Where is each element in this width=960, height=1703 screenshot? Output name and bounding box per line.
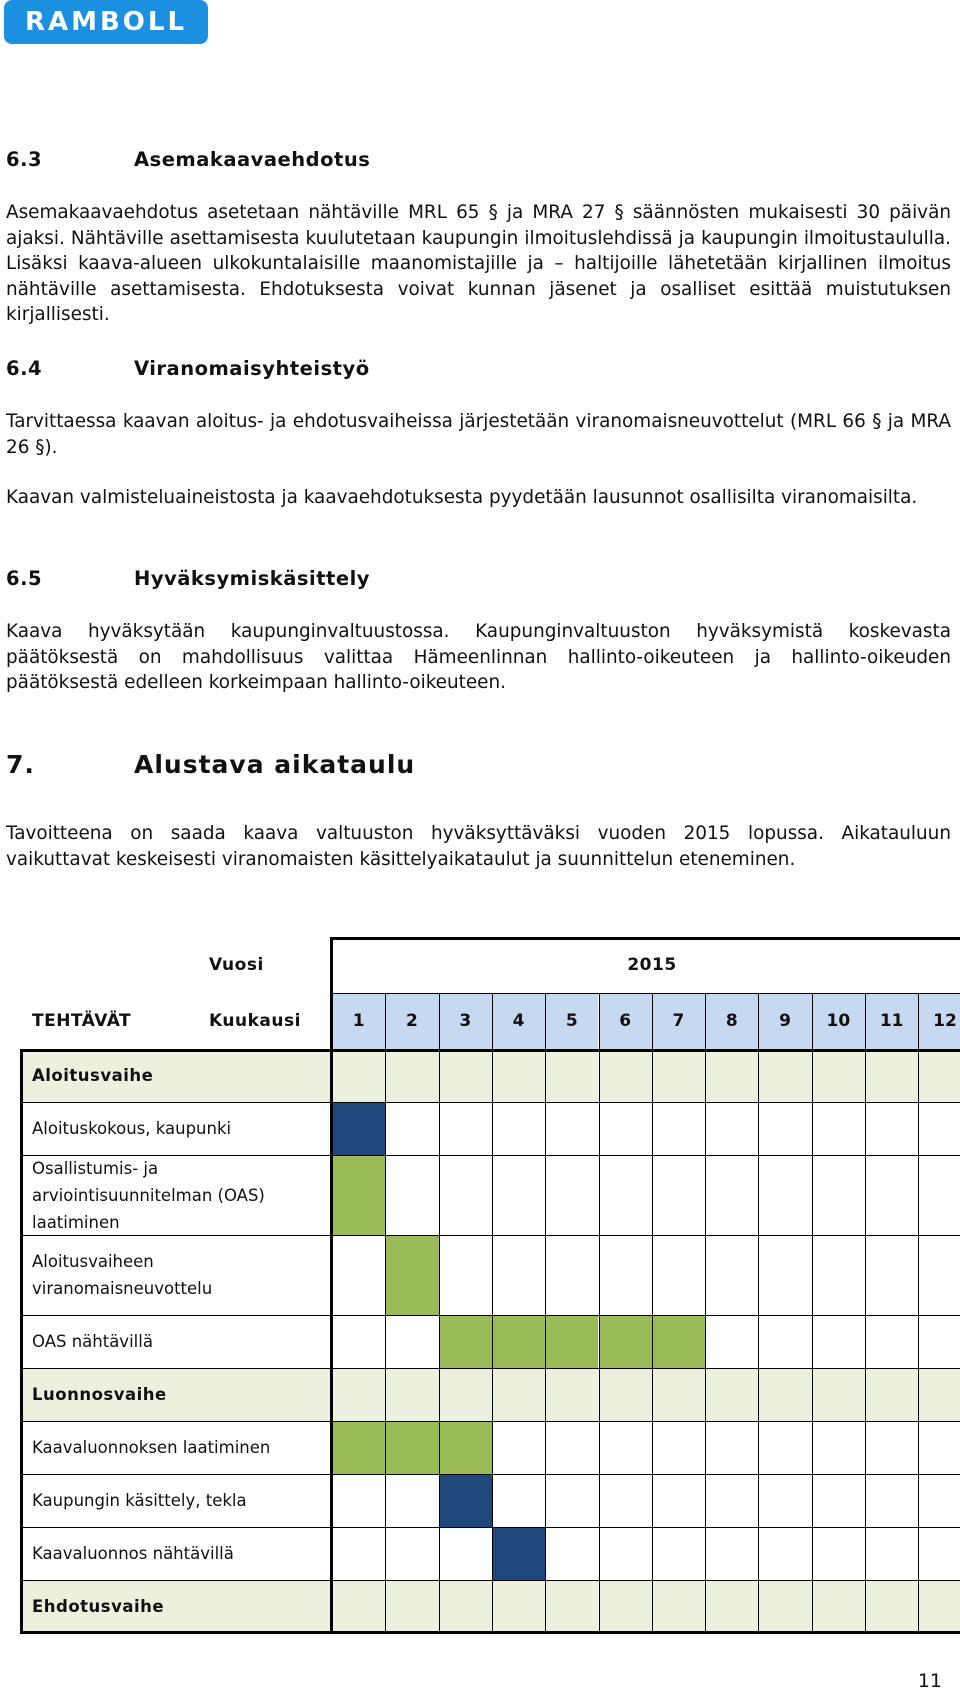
grid-line [330, 937, 960, 940]
schedule-empty-cell [545, 1155, 598, 1235]
schedule-empty-cell [545, 1102, 598, 1155]
grid-line [385, 993, 386, 1633]
schedule-empty-cell [918, 1235, 960, 1315]
schedule-empty-cell [758, 1315, 811, 1368]
schedule-empty-cell [439, 1155, 492, 1235]
grid-line [20, 1580, 960, 1581]
schedule-empty-cell [385, 1580, 438, 1633]
schedule-empty-cell [865, 1527, 918, 1580]
schedule-empty-cell [918, 1155, 960, 1235]
phase-row-label: Ehdotusvaihe [20, 1580, 332, 1633]
grid-line [599, 993, 600, 1633]
schedule-empty-cell [332, 1580, 385, 1633]
year-label: Vuosi [209, 955, 264, 975]
schedule-empty-cell [599, 1421, 652, 1474]
schedule-empty-cell [492, 1155, 545, 1235]
schedule-empty-cell [599, 1368, 652, 1421]
tasks-label: TEHTÄVÄT [32, 1011, 132, 1031]
schedule-empty-cell [545, 1580, 598, 1633]
schedule-empty-cell [758, 1368, 811, 1421]
grid-line [330, 937, 333, 1633]
schedule-empty-cell [652, 1527, 705, 1580]
paragraph-6-3: Asemakaavaehdotus asetetaan nähtäville MRL 65 § ja MRA 27 § säännösten mukaisesti 30 päivän ajaksi. Nähtäville asettamisesta kuulutetaan kaupungin ilmoituslehdissä ja kaupungin ilmoitustaululla. Lisäksi kaava-alueen ulkokuntalaisille maanomistajille ja – haltijoille lähetetään kirjallinen ilmoitus nähtäville asettamisesta. Ehdotuksesta voivat kunnan jäsenet ja osalliset esittää muistutuksen kirjallisesti. [6, 202, 951, 325]
schedule-empty-cell [918, 1368, 960, 1421]
schedule-empty-cell [652, 1421, 705, 1474]
schedule-empty-cell [652, 1155, 705, 1235]
schedule-empty-cell [439, 1049, 492, 1102]
schedule-empty-cell [332, 1235, 385, 1315]
schedule-empty-cell [599, 1155, 652, 1235]
paragraph-6-4a: Tarvittaessa kaavan aloitus- ja ehdotusvaiheissa järjestetään viranomaisneuvottelut (MRL 66 § ja MRA 26 §). [6, 411, 951, 458]
schedule-empty-cell [705, 1155, 758, 1235]
schedule-empty-cell [918, 1421, 960, 1474]
ramboll-logo [4, 0, 208, 44]
schedule-empty-cell [918, 1315, 960, 1368]
schedule-empty-cell [492, 1474, 545, 1527]
schedule-empty-cell [652, 1049, 705, 1102]
schedule-empty-cell [812, 1421, 865, 1474]
grid-line [20, 1368, 960, 1369]
task-row-label: Kaupungin käsittely, tekla [20, 1474, 332, 1527]
schedule-empty-cell [332, 1049, 385, 1102]
month-header-cell: 3 [439, 993, 492, 1049]
schedule-empty-cell [865, 1315, 918, 1368]
schedule-bar-cell [439, 1315, 492, 1368]
schedule-empty-cell [599, 1580, 652, 1633]
task-row-label: Kaavaluonnoksen laatiminen [20, 1421, 332, 1474]
schedule-empty-cell [385, 1155, 438, 1235]
schedule-empty-cell [758, 1527, 811, 1580]
task-row-label: Osallistumis- ja arviointisuunnitelman (OAS) laatiminen [20, 1155, 332, 1235]
phase-row-label: Luonnosvaihe [20, 1368, 332, 1421]
schedule-empty-cell [439, 1527, 492, 1580]
grid-line [545, 993, 546, 1633]
schedule-empty-cell [705, 1049, 758, 1102]
month-header-cell: 6 [599, 993, 652, 1049]
schedule-empty-cell [865, 1580, 918, 1633]
schedule-empty-cell [705, 1580, 758, 1633]
grid-line [20, 1421, 960, 1422]
schedule-empty-cell [652, 1580, 705, 1633]
month-label: Kuukausi [209, 1011, 301, 1031]
schedule-empty-cell [492, 1580, 545, 1633]
task-row-label: OAS nähtävillä [20, 1315, 332, 1368]
schedule-empty-cell [599, 1235, 652, 1315]
month-header-cell: 12 [918, 993, 960, 1049]
schedule-empty-cell [705, 1368, 758, 1421]
schedule-empty-cell [812, 1049, 865, 1102]
schedule-empty-cell [705, 1474, 758, 1527]
schedule-bar-cell [332, 1155, 385, 1235]
schedule-empty-cell [652, 1474, 705, 1527]
logo-text: RAMBOLL [24, 7, 188, 37]
schedule-empty-cell [758, 1235, 811, 1315]
schedule-bar-cell [332, 1421, 385, 1474]
schedule-empty-cell [439, 1368, 492, 1421]
schedule-empty-cell [865, 1474, 918, 1527]
schedule-empty-cell [332, 1315, 385, 1368]
schedule-bar-cell [332, 1102, 385, 1155]
schedule-empty-cell [332, 1527, 385, 1580]
schedule-bar-cell [439, 1421, 492, 1474]
schedule-empty-cell [865, 1049, 918, 1102]
schedule-empty-cell [758, 1102, 811, 1155]
schedule-empty-cell [758, 1580, 811, 1633]
grid-line [705, 993, 706, 1633]
schedule-empty-cell [812, 1155, 865, 1235]
schedule-empty-cell [812, 1235, 865, 1315]
grid-line [812, 993, 813, 1633]
heading-title: Asemakaavaehdotus [134, 148, 371, 171]
grid-line [20, 1102, 960, 1103]
schedule-empty-cell [385, 1315, 438, 1368]
schedule-bar-cell [385, 1235, 438, 1315]
grid-line [20, 1315, 960, 1316]
schedule-empty-cell [865, 1368, 918, 1421]
schedule-empty-cell [439, 1235, 492, 1315]
schedule-empty-cell [918, 1474, 960, 1527]
grid-line [20, 1049, 960, 1052]
grid-line [20, 1527, 960, 1528]
month-header-cell: 11 [865, 993, 918, 1049]
schedule-empty-cell [492, 1368, 545, 1421]
schedule-bar-cell [492, 1527, 545, 1580]
schedule-bar-cell [599, 1315, 652, 1368]
schedule-empty-cell [545, 1235, 598, 1315]
phase-row-label: Aloitusvaihe [20, 1049, 332, 1102]
schedule-empty-cell [705, 1315, 758, 1368]
schedule-bar-cell [439, 1474, 492, 1527]
schedule-empty-cell [545, 1368, 598, 1421]
month-header-cell: 2 [385, 993, 438, 1049]
schedule-empty-cell [599, 1049, 652, 1102]
schedule-bar-cell [545, 1315, 598, 1368]
grid-line [20, 1155, 960, 1156]
grid-line [20, 1631, 960, 1634]
schedule-empty-cell [652, 1102, 705, 1155]
month-header-cell: 10 [812, 993, 865, 1049]
month-header-cell: 9 [758, 993, 811, 1049]
paragraph-6-4b: Kaavan valmisteluaineistosta ja kaavaehdotuksesta pyydetään lausunnot osallisilta viranomaisilta. [6, 487, 918, 508]
page-number: 11 [917, 1670, 942, 1692]
schedule-empty-cell [918, 1580, 960, 1633]
schedule-empty-cell [865, 1102, 918, 1155]
schedule-empty-cell [439, 1580, 492, 1633]
schedule-empty-cell [812, 1474, 865, 1527]
schedule-empty-cell [812, 1527, 865, 1580]
schedule-empty-cell [812, 1315, 865, 1368]
schedule-empty-cell [758, 1155, 811, 1235]
schedule-empty-cell [385, 1527, 438, 1580]
schedule-empty-cell [705, 1235, 758, 1315]
grid-line [865, 993, 866, 1633]
schedule-empty-cell [545, 1527, 598, 1580]
grid-line [758, 993, 759, 1633]
month-header-cell: 8 [705, 993, 758, 1049]
schedule-empty-cell [545, 1474, 598, 1527]
schedule-empty-cell [599, 1474, 652, 1527]
schedule-bar-cell [492, 1315, 545, 1368]
task-row-label: Kaavaluonnos nähtävillä [20, 1527, 332, 1580]
schedule-empty-cell [865, 1235, 918, 1315]
schedule-empty-cell [385, 1049, 438, 1102]
schedule-empty-cell [332, 1474, 385, 1527]
schedule-empty-cell [492, 1235, 545, 1315]
schedule-empty-cell [492, 1421, 545, 1474]
heading-title: Viranomaisyhteistyö [134, 357, 370, 380]
schedule-empty-cell [385, 1102, 438, 1155]
heading-title: Alustava aikataulu [134, 750, 416, 779]
heading-number: 6.3 [6, 148, 43, 171]
schedule-empty-cell [918, 1049, 960, 1102]
schedule-empty-cell [758, 1049, 811, 1102]
schedule-empty-cell [652, 1235, 705, 1315]
schedule-empty-cell [492, 1102, 545, 1155]
schedule-empty-cell [332, 1368, 385, 1421]
schedule-empty-cell [705, 1527, 758, 1580]
schedule-empty-cell [545, 1421, 598, 1474]
grid-line [492, 993, 493, 1633]
schedule-empty-cell [545, 1049, 598, 1102]
schedule-empty-cell [918, 1102, 960, 1155]
month-header-cell: 7 [652, 993, 705, 1049]
schedule-empty-cell [758, 1421, 811, 1474]
schedule-empty-cell [599, 1102, 652, 1155]
heading-number: 6.5 [6, 567, 43, 590]
grid-line [652, 993, 653, 1633]
schedule-empty-cell [385, 1368, 438, 1421]
heading-number: 7. [6, 750, 35, 779]
year-value: 2015 [627, 955, 677, 975]
paragraph-7: Tavoitteena on saada kaava valtuuston hyväksyttäväksi vuoden 2015 lopussa. Aikatauluun vaikuttavat keskeisesti viranomaisten käsittelyaikataulut ja suunnittelun eteneminen. [6, 823, 951, 870]
schedule-empty-cell [492, 1049, 545, 1102]
grid-line [20, 1474, 960, 1475]
schedule-empty-cell [812, 1102, 865, 1155]
month-header-cell: 1 [332, 993, 385, 1049]
schedule-empty-cell [705, 1421, 758, 1474]
schedule-empty-cell [599, 1527, 652, 1580]
grid-line [20, 1235, 960, 1236]
schedule-empty-cell [385, 1474, 438, 1527]
grid-line [20, 1049, 23, 1633]
schedule-empty-cell [652, 1368, 705, 1421]
task-row-label: Aloitusvaiheen viranomaisneuvottelu [20, 1235, 332, 1315]
heading-title: Hyväksymiskäsittely [134, 567, 370, 590]
schedule-empty-cell [705, 1102, 758, 1155]
schedule-empty-cell [865, 1155, 918, 1235]
schedule-empty-cell [812, 1580, 865, 1633]
schedule-empty-cell [439, 1102, 492, 1155]
schedule-bar-cell [652, 1315, 705, 1368]
month-header-cell: 4 [492, 993, 545, 1049]
grid-line [918, 993, 919, 1633]
schedule-empty-cell [865, 1421, 918, 1474]
grid-line [439, 993, 440, 1633]
schedule-empty-cell [812, 1368, 865, 1421]
schedule-empty-cell [758, 1474, 811, 1527]
task-row-label: Aloituskokous, kaupunki [20, 1102, 332, 1155]
paragraph-6-5: Kaava hyväksytään kaupunginvaltuustossa. Kaupunginvaltuuston hyväksymistä koskevasta päätöksestä on mahdollisuus valittaa Hämeenlinnan hallinto-oikeuteen ja hallinto-oikeuden päätöksestä edelleen korkeimpaan hallinto-oikeuteen. [6, 621, 951, 693]
schedule-bar-cell [385, 1421, 438, 1474]
month-header-cell: 5 [545, 993, 598, 1049]
heading-number: 6.4 [6, 357, 43, 380]
schedule-empty-cell [918, 1527, 960, 1580]
